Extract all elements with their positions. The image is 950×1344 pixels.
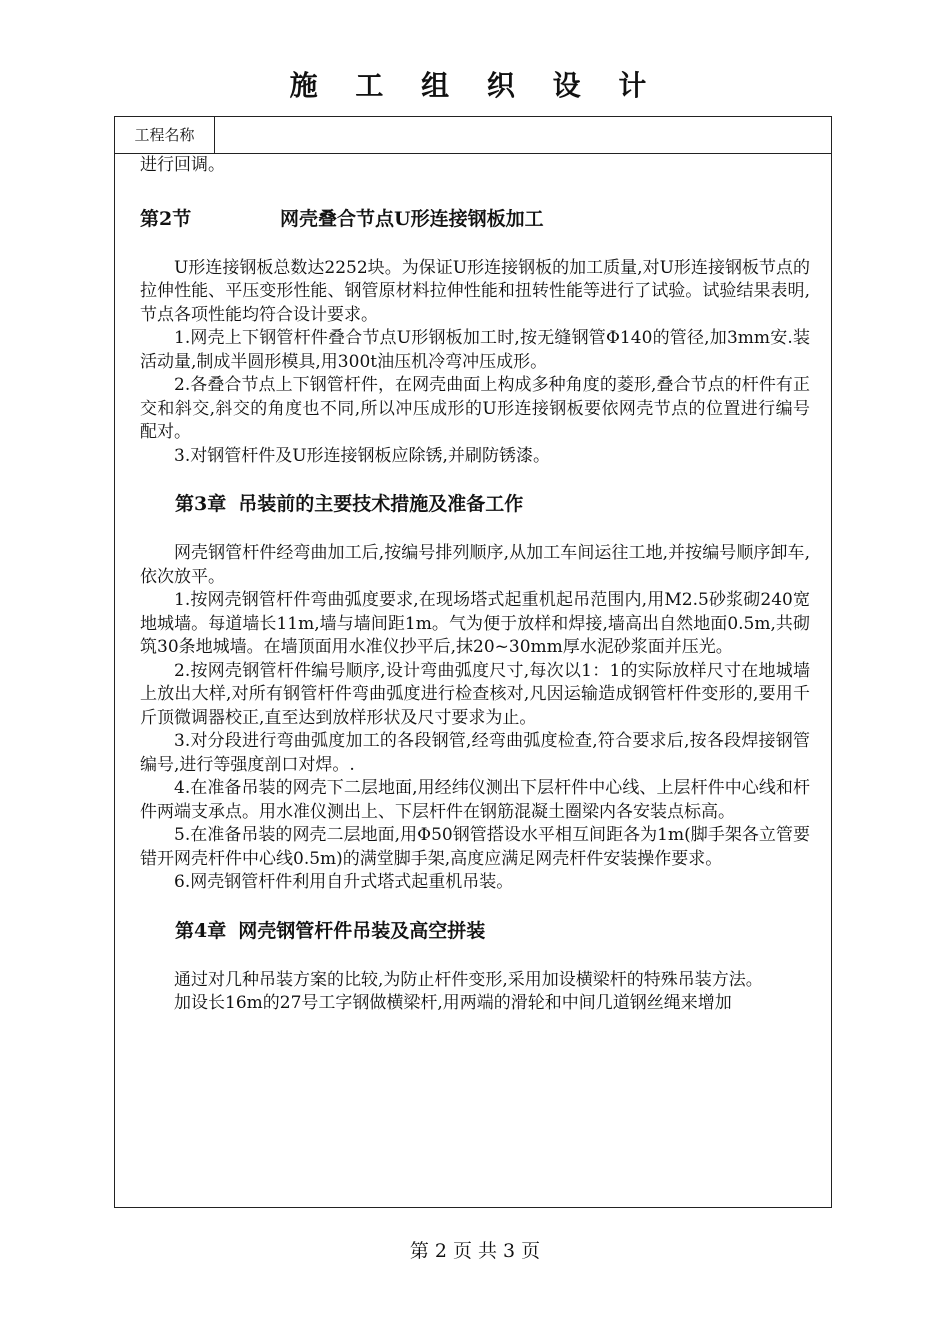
chapter-4-number: 第4章	[175, 919, 227, 942]
project-name-label: 工程名称	[115, 117, 215, 153]
chapter-3-item-2: 2.按网壳钢管杆件编号顺序,设计弯曲弧度尺寸,每次以1：1的实际放样尺寸在地城墙上放出大样,对所有钢管杆件弯曲弧度进行检查核对,凡因运输造成钢管杆件变形的,要用千斤顶微调器校正,直至达到放样形状及尺寸要求为止。	[140, 660, 810, 728]
chapter-4-item-1: 加设长16m的27号工字钢做横梁杆,用两端的滑轮和中间几道钢丝绳来增加	[174, 993, 732, 1013]
section-2-item-2: 2.各叠合节点上下钢管杆件，在网壳曲面上构成多种角度的菱形,叠合节点的杆件有正交和斜交,斜交的角度也不同,所以冲压成形的U形连接钢板要依网壳节点的位置进行编号配对。	[140, 375, 810, 442]
continuation-line: 进行回调。	[140, 155, 225, 175]
chapter-3-item-5: 5.在准备吊装的网壳二层地面,用Φ50钢管搭设水平相互间距各为1m(脚手架各立管要错开网壳杆件中心线0.5m)的满堂脚手架,高度应满足网壳杆件安装操作要求。	[140, 825, 810, 869]
chapter-3-intro: 网壳钢管杆件经弯曲加工后,按编号排列顺序,从加工车间运往工地,并按编号顺序卸车,依次放平。	[140, 543, 810, 587]
chapter-3-item-4: 4.在准备吊装的网壳下二层地面,用经纬仪测出下层杆件中心线、上层杆件中心线和杆件两端支承点。用水准仪测出上、下层杆件在钢筋混凝土圈梁内各安装点标高。	[140, 778, 810, 822]
chapter-3-number: 第3章	[175, 493, 227, 515]
chapter-3-title: 吊装前的主要技术措施及准备工作	[238, 493, 524, 515]
document-title: 施 工 组 织 设 计	[289, 69, 661, 102]
chapter-3-item-3: 3.对分段进行弯曲弧度加工的各段钢管,经弯曲弧度检查,符合要求后,按各段焊接钢管编号,进行等强度剖口对焊。.	[140, 731, 810, 775]
project-name-value	[216, 117, 831, 153]
page-number: 第 2 页 共 3 页	[409, 1240, 541, 1262]
section-2-heading	[140, 206, 810, 232]
section-2-intro: U形连接钢板总数达2252块。为保证U形连接钢板的加工质量,对U形连接钢板节点的拉伸性能、平压变形性能、钢管原材料拉伸性能和扭转性能等进行了试验。试验结果表明,节点各项性能均符合设计要求。	[140, 257, 810, 325]
section-2-title: 网壳叠合节点U形连接钢板加工	[280, 207, 544, 230]
section-2-item-1: 1.网壳上下钢管杆件叠合节点U形钢板加工时,按无缝钢管Φ140的管径,加3mm安.装活动量,制成半圆形模具,用300t油压机冷弯冲压成形。	[140, 328, 810, 372]
chapter-4-title: 网壳钢管杆件吊装及高空拼装	[238, 919, 486, 942]
content-frame	[114, 116, 832, 1208]
chapter-3-heading	[140, 491, 810, 517]
section-2-item-3: 3.对钢管杆件及U形连接钢板应除锈,并刷防锈漆。	[174, 445, 550, 466]
chapter-3-item-1: 1.按网壳钢管杆件弯曲弧度要求,在现场塔式起重机起吊范围内,用M2.5砂浆砌240宽地城墙。每道墙长11m,墙与墙间距1m。气为便于放样和焊接,墙高出自然地面0.5m,共砌筑30条地城墙。在墙顶面用水准仪抄平后,抹20~30mm厚水泥砂浆面并压光。	[140, 590, 810, 657]
chapter-4-heading	[140, 918, 810, 944]
project-name-row	[115, 117, 831, 154]
document-body	[140, 154, 810, 1016]
chapter-4-intro: 通过对几种吊装方案的比较,为防止杆件变形,采用加设横梁杆的特殊吊装方法。	[174, 969, 763, 990]
chapter-3-item-6: 6.网壳钢管杆件利用自升式塔式起重机吊装。	[174, 872, 514, 892]
section-2-number: 第2节	[140, 207, 192, 230]
